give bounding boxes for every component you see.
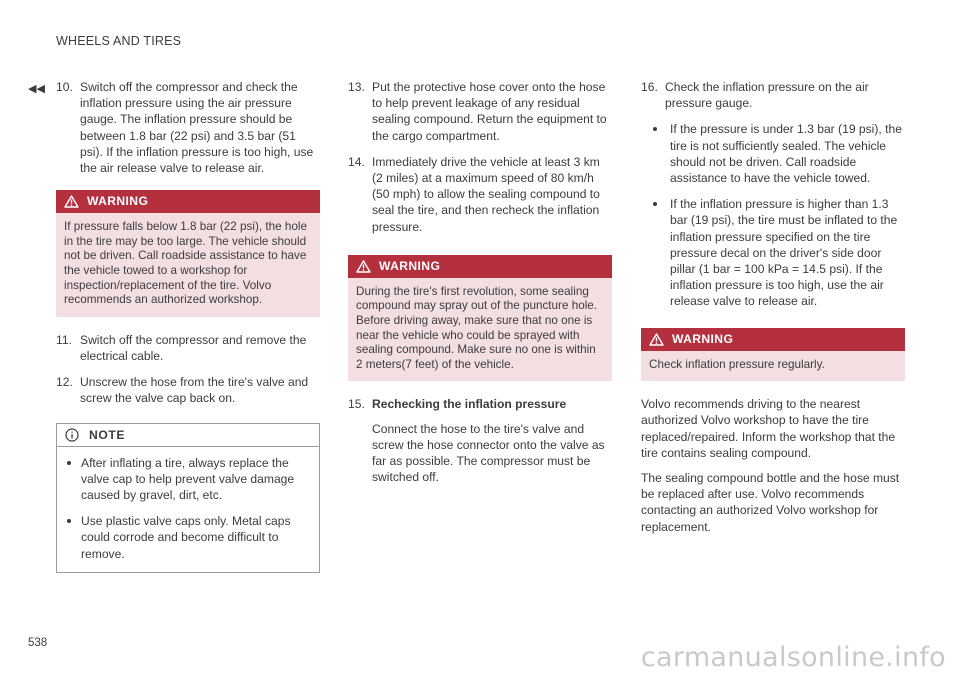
step-16 <box>641 79 905 111</box>
step-number: 14. <box>348 154 365 169</box>
note-header <box>57 424 319 447</box>
warning-box <box>348 255 612 382</box>
page-header: WHEELS AND TIRES <box>56 34 182 48</box>
step-number: 11. <box>56 332 72 347</box>
warning-title: WARNING <box>672 331 734 346</box>
list-item <box>641 121 905 186</box>
info-circle-icon <box>65 428 79 442</box>
warning-box <box>56 190 320 317</box>
step-heading: Rechecking the inflation pressure <box>372 397 567 412</box>
continuation-mark: ◀◀ <box>28 83 45 95</box>
step-text: Put the protective hose cover onto the hose to help prevent leakage of any residual sealing compound. Return the equipment to the cargo compartment. <box>372 80 607 143</box>
warning-box <box>641 328 905 382</box>
bullet-dot <box>653 127 657 131</box>
bullet-text: After inflating a tire, always replace the valve cap to help prevent valve damage caused by gravel, dirt, etc. <box>81 455 295 502</box>
warning-text: If pressure falls below 1.8 bar (22 psi), the hole in the tire may be too large. The vehicle should not be driven. Call roadside assistance to have the vehicle towed to a workshop for inspection/replacement of the tire. Volvo recommends an authorized workshop. <box>56 213 320 317</box>
warning-triangle-icon <box>356 260 371 273</box>
bullet-dot <box>67 461 71 465</box>
bullet-dot <box>67 519 71 523</box>
warning-header <box>641 328 905 351</box>
bullet-text: Use plastic valve caps only. Metal caps could corrode and become difficult to remove. <box>81 514 291 561</box>
step-text: Switch off the compressor and check the inflation pressure using the air pressure gauge. The inflation pressure should be between 1.8 bar (22 psi) and 3.5 bar (51 psi). If the inflation pressure is too high, use the air release valve to release air. <box>80 80 314 176</box>
step-text: Immediately drive the vehicle at least 3 km (2 miles) at a maximum speed of 80 km/h (50 mph) to allow the sealing compound to seal the tire, and then recheck the inflation pressure. <box>372 154 600 234</box>
watermark: carmanualsonline.info <box>640 642 946 673</box>
step-number: 15. <box>348 397 365 412</box>
note-box <box>56 423 320 573</box>
list-item <box>641 196 905 309</box>
bullet-text: If the pressure is under 1.3 bar (19 psi), the tire is not sufficiently sealed. The vehicle should not be driven. Call roadside assistance to have the vehicle towed. <box>670 122 902 186</box>
step-15 <box>348 396 612 485</box>
step-13 <box>348 79 612 144</box>
paragraph: The sealing compound bottle and the hose must be replaced after use. Volvo recommends contacting an authorized Volvo workshop for replacement. <box>641 471 900 534</box>
warning-title: WARNING <box>87 194 149 209</box>
page-number: 538 <box>28 637 48 649</box>
step-number: 12. <box>56 375 73 390</box>
list-item <box>65 455 307 504</box>
column-1 <box>56 79 320 573</box>
step-10 <box>56 79 320 176</box>
step-number: 16. <box>641 80 658 94</box>
warning-triangle-icon <box>649 333 664 346</box>
step-number: 10. <box>56 80 73 94</box>
note-title: NOTE <box>89 427 125 442</box>
warning-header <box>56 190 320 213</box>
column-2 <box>348 79 612 495</box>
step-text: Switch off the compressor and remove the electrical cable. <box>80 332 307 363</box>
paragraph: Volvo recommends driving to the nearest authorized Volvo workshop to have the tire replaced/repaired. Inform the workshop that the tire contains sealing compound. <box>641 397 896 460</box>
step-text: Unscrew the hose from the tire's valve and screw the valve cap back on. <box>80 375 309 406</box>
warning-text: During the tire's first revolution, some sealing compound may spray out of the puncture hole. Before driving away, make sure that no one is near the vehicle who could be sprayed with sealing compound. Make sure no one is within 2 meters(7 feet) of the vehicle. <box>348 278 612 382</box>
warning-header <box>348 255 612 278</box>
column-3 <box>641 79 905 544</box>
warning-triangle-icon <box>64 195 79 208</box>
step-text: Check the inflation pressure on the air pressure gauge. <box>665 80 869 111</box>
warning-title: WARNING <box>379 258 441 273</box>
step-text: Connect the hose to the tire's valve and screw the hose connector onto the valve as far as possible. The compressor must be switched off. <box>372 421 605 485</box>
step-12 <box>56 374 320 406</box>
step-number: 13. <box>348 80 365 94</box>
bullet-text: If the inflation pressure is higher than 1.3 bar (19 psi), the tire must be inflated to the inflation pressure specified on the tire pressure decal on the driver's side door pillar (1 bar = 100 kPa = 14.5 psi). If the inflation pressure is too high, use the air release valve to release air. <box>670 197 898 309</box>
list-item <box>65 513 307 562</box>
note-body <box>57 447 319 572</box>
step-14 <box>348 154 612 235</box>
warning-text: Check inflation pressure regularly. <box>641 351 905 382</box>
step-11 <box>56 332 320 364</box>
bullet-dot <box>653 202 657 206</box>
